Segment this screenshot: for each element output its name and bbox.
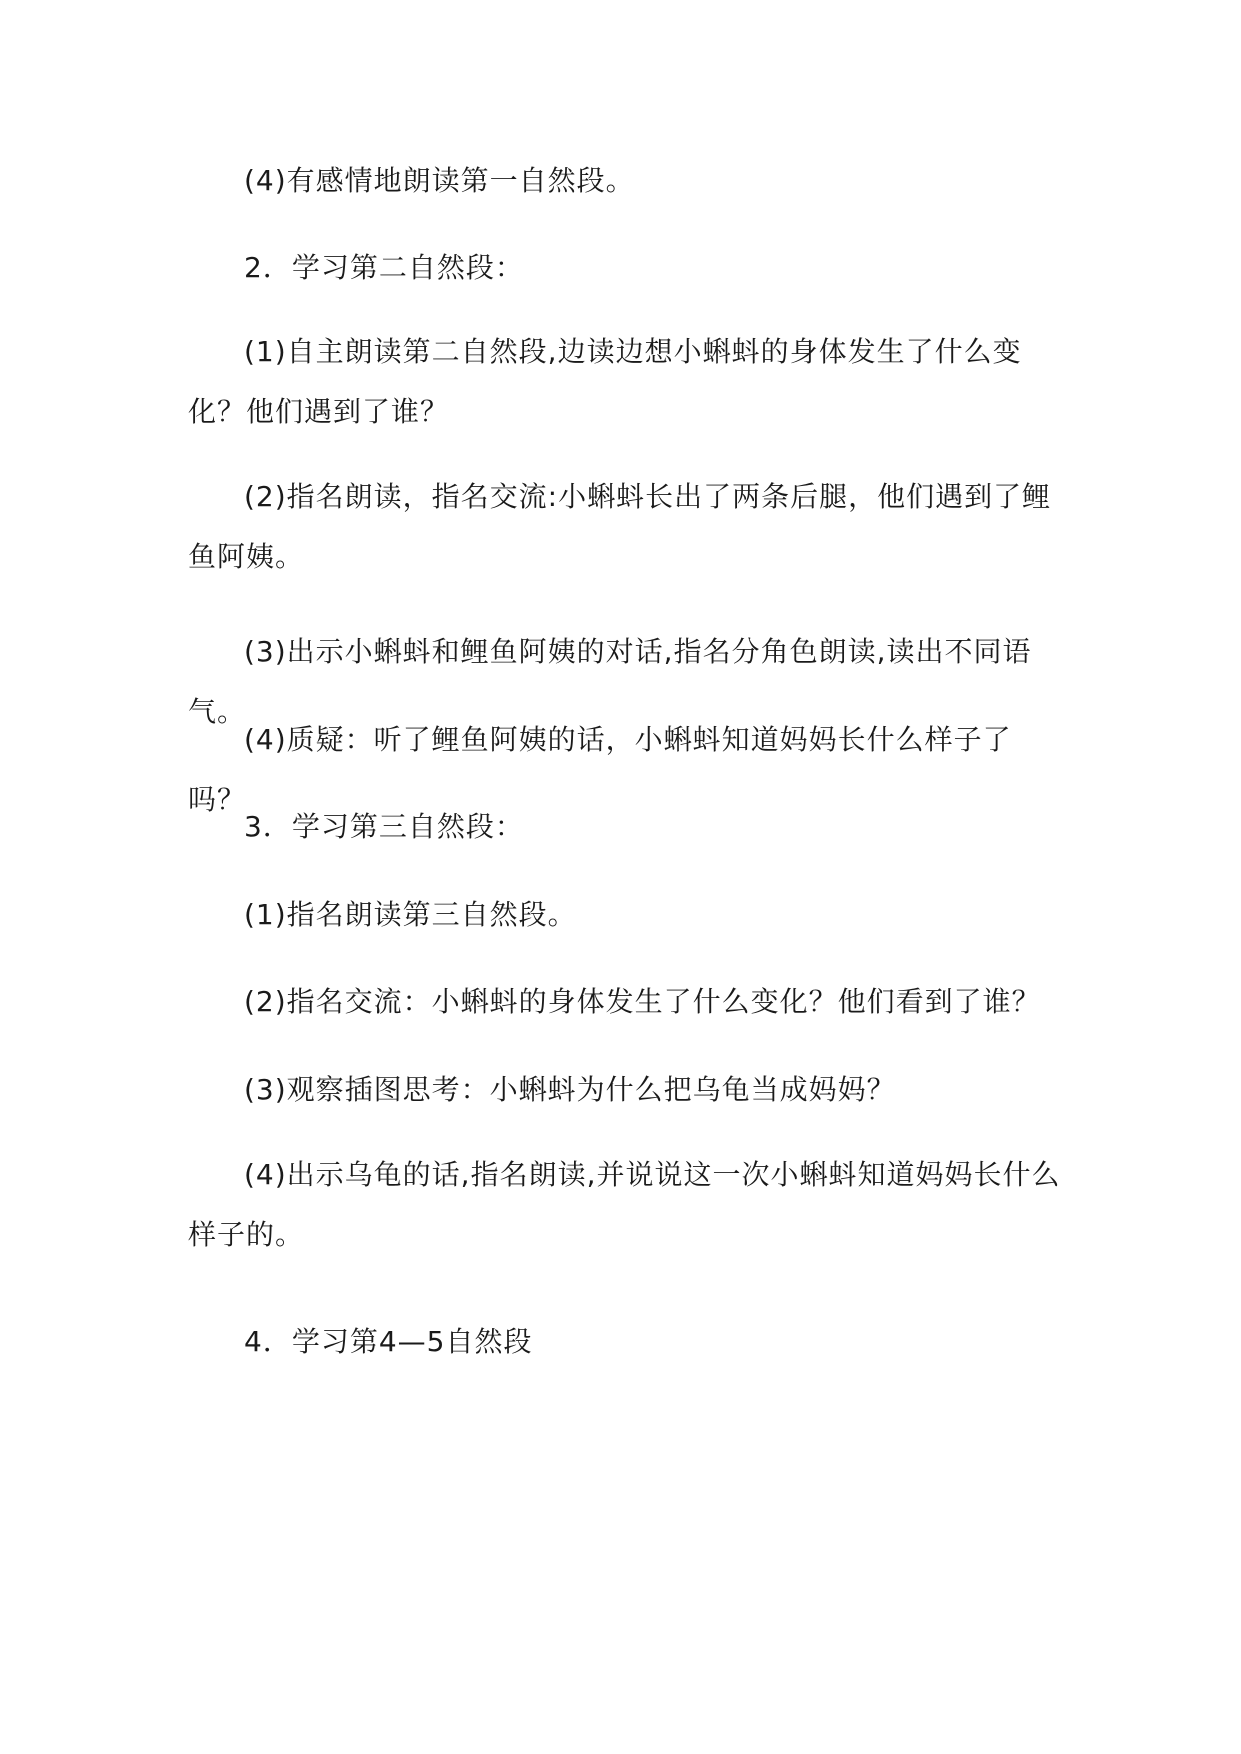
paragraph-10: (3)观察插图思考：小蝌蚪为什么把乌龟当成妈妈？ (244, 1073, 896, 1106)
paragraph-9: (2)指名交流：小蝌蚪的身体发生了什么变化？他们看到了谁？ (244, 985, 1041, 1018)
paragraph-5: (3)出示小蝌蚪和鲤鱼阿姨的对话,指名分角色朗读,读出不同语气。 (188, 635, 1032, 728)
paragraph-6: (4)质疑：听了鲤鱼阿姨的话，小蝌蚪知道妈妈长什么样子了吗？ (188, 723, 1012, 816)
section-heading-2: 2．学习第二自然段： (244, 251, 524, 284)
paragraph-8: (1)指名朗读第三自然段。 (244, 898, 577, 931)
section-heading-3: 3．学习第三自然段： (244, 810, 524, 843)
paragraph-4: (2)指名朗读，指名交流:小蝌蚪长出了两条后腿，他们遇到了鲤鱼阿姨。 (188, 480, 1052, 573)
paragraph-3: (1)自主朗读第二自然段,边读边想小蝌蚪的身体发生了什么变化？他们遇到了谁？ (188, 335, 1022, 428)
paragraph-1: (4)有感情地朗读第一自然段。 (244, 164, 635, 197)
paragraph-11: (4)出示乌龟的话,指名朗读,并说说这一次小蝌蚪知道妈妈长什么样子的。 (188, 1158, 1061, 1251)
section-heading-4: 4．学习第4—5自然段 (244, 1325, 533, 1358)
